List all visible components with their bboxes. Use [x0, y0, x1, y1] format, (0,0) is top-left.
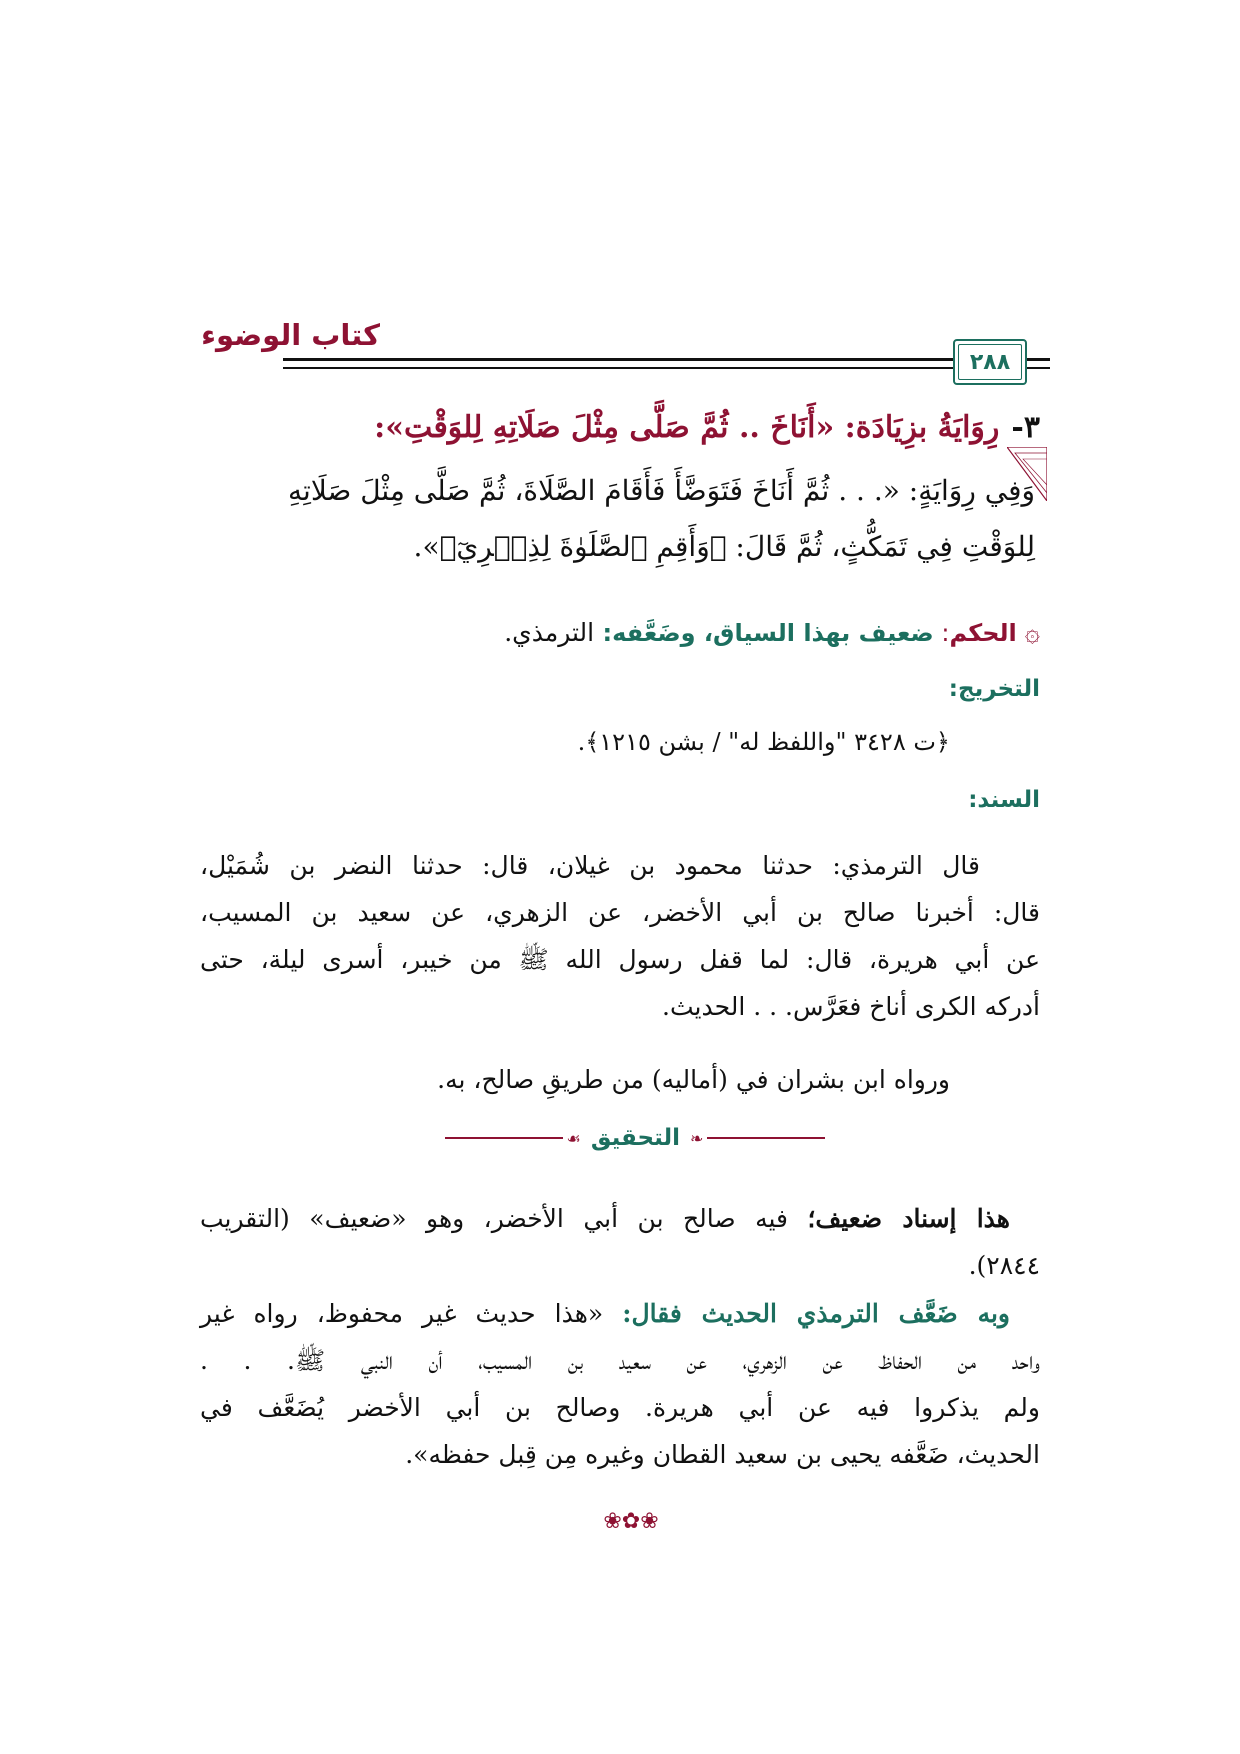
hadith-line-1: وَفِي رِوَايَةٍ: «. . . ثُمَّ أَنَاخَ فَتَوَضَّأَ فَأَقَامَ الصَّلَاةَ، ثُمَّ صَلَّى مِثْلَ صَلَاتِهِ — [288, 474, 1035, 507]
sanad-paragraph — [200, 842, 1040, 1030]
tahqiq-p2-rest: «هذا حديث غير محفوظ، رواه غير — [200, 1299, 604, 1328]
tahqiq-p1-line-2: ٢٨٤٤). — [968, 1251, 1040, 1280]
divider-line-right — [707, 1137, 825, 1139]
section-title: رِوَايَةُ بزِيَادَة: «أَنَاخَ .. ثُمَّ صَلَّى مِثْلَ صَلَاتِهِ لِلوَقْتِ»: — [374, 410, 1000, 445]
section-number: ٣- — [1011, 410, 1040, 445]
header-rule-bottom — [283, 367, 1000, 369]
header-rule-stub-bottom — [1027, 367, 1050, 369]
page-number-badge — [953, 339, 1027, 385]
sanad-line-4: أدركه الكرى أناخ فعَرَّس. . . الحديث. — [662, 992, 1040, 1021]
divider-ornament-icon: ❧ — [690, 1128, 704, 1148]
hadith-line-2: لِلوَقْتِ فِي تَمَكُّثٍ، ثُمَّ قَالَ: ﴿وَأَقِمِ ٱلصَّلَوٰةَ لِذِكۡرِيٓ﴾». — [413, 530, 1035, 563]
tahqiq-p2-line-4: الحديث، ضَعَّفه يحيى بن سعيد القطان وغيره مِن قِبل حفظه». — [405, 1440, 1040, 1469]
tahqiq-p1-rest: فيه صالح بن أبي الأخضر، وهو «ضعيف» (التقريب — [200, 1204, 788, 1233]
book-title: كتاب الوضوء — [201, 318, 380, 352]
rosette-icon: ۞ — [1024, 618, 1040, 648]
tahqiq-heading: التحقيق — [590, 1125, 681, 1151]
tahqiq-p1-line-1 — [200, 1195, 1040, 1242]
tahqiq-p2-line-3: ولم يذكروا فيه عن أبي هريرة. وصالح بن أبي الأخضر يُضَعَّف في — [200, 1393, 1040, 1422]
sanad-heading: السند: — [968, 787, 1040, 813]
sanad-line-1: قال الترمذي: حدثنا محمود بن غيلان، قال: حدثنا النضر بن شُمَيْل، — [200, 851, 980, 880]
ruling-colon-2: : — [594, 619, 613, 647]
ruling-colon: : — [933, 619, 950, 647]
tahqiq-p2-line-1 — [200, 1290, 1040, 1337]
section-heading — [374, 410, 1040, 445]
header-rule-stub-top — [1027, 358, 1050, 361]
riwaya-line: ورواه ابن بشران في (أماليه) من طريقِ صالح، به. — [437, 1065, 950, 1094]
ruling-line — [504, 618, 1040, 648]
sanad-line-2: قال: أخبرنا صالح بن أبي الأخضر، عن الزهري، عن سعيد بن المسيب، — [200, 898, 1040, 927]
page-number: ٢٨٨ — [969, 349, 1011, 375]
tahqiq-p2-bold: وبه ضَعَّف الترمذي الحديث فقال: — [622, 1299, 1011, 1328]
ruling-by: الترمذي. — [504, 618, 595, 647]
tahqiq-paragraph-2 — [200, 1290, 1040, 1478]
end-ornament-icon: ❀✿❀ — [603, 1508, 659, 1534]
sanad-line-3: عن أبي هريرة، قال: لما قفل رسول الله ﷺ من خيبر، أسرى ليلة، حتى — [200, 945, 1040, 974]
ruling-value: ضعيف بهذا السياق، وضَعَّفه — [612, 619, 934, 647]
takhrij-heading: التخريج: — [948, 676, 1040, 702]
ruling-label: الحكم — [949, 619, 1017, 647]
tahqiq-p2-line-2: واحد من الحفاظ عن الزهري، عن سعيد بن المسيب، أن النبي ﷺ. . . — [200, 1346, 1040, 1375]
takhrij-reference: ﴿ت ٣٤٢٨ "واللفظ له" / بشن ١٢١٥﴾. — [577, 728, 950, 756]
divider-ornament-icon: ☙ — [566, 1128, 581, 1148]
tahqiq-p1-bold: هذا إسناد ضعيف؛ — [807, 1204, 1010, 1233]
header-rule-top — [283, 358, 1000, 361]
tahqiq-divider — [445, 1118, 825, 1158]
tahqiq-paragraph-1 — [200, 1195, 1040, 1289]
divider-line-left — [445, 1137, 563, 1139]
